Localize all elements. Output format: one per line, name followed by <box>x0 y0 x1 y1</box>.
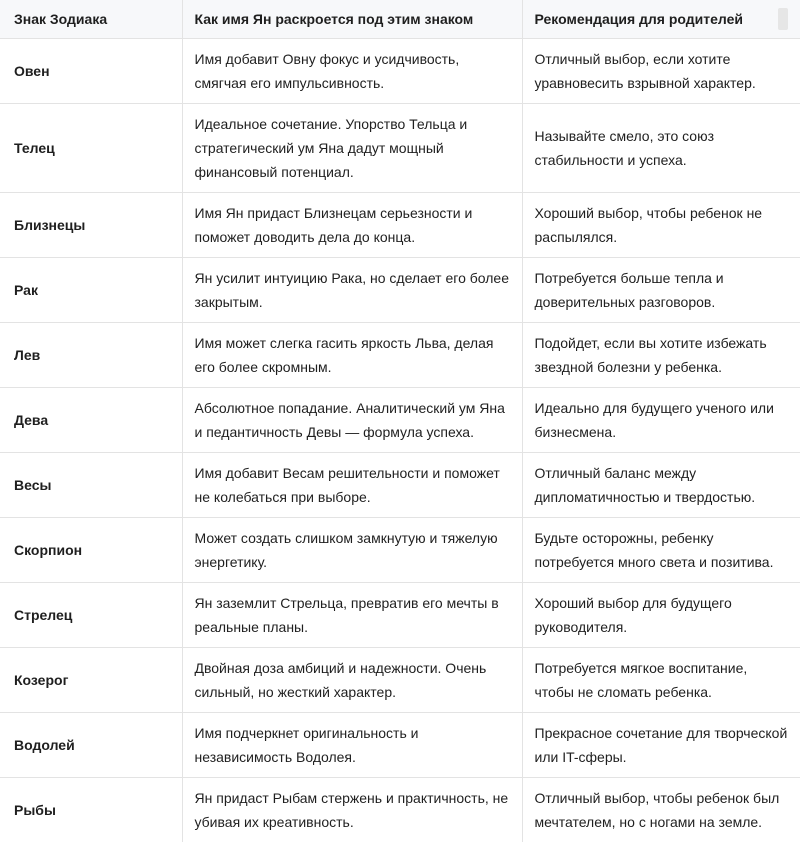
row-effect: Имя добавит Весам решительности и поможет не колебаться при выборе. <box>182 452 522 517</box>
row-effect: Имя может слегка гасить яркость Льва, делая его более скромным. <box>182 322 522 387</box>
row-advice: Идеально для будущего ученого или бизнесмена. <box>522 387 800 452</box>
table-row <box>0 322 800 387</box>
table-row <box>0 452 800 517</box>
row-advice: Подойдет, если вы хотите избежать звездной болезни у ребенка. <box>522 322 800 387</box>
row-advice: Прекрасное сочетание для творческой или IT-сферы. <box>522 712 800 777</box>
horizontal-scroll-handle[interactable] <box>778 8 788 30</box>
row-effect: Может создать слишком замкнутую и тяжелую энергетику. <box>182 517 522 582</box>
row-sign: Дева <box>0 387 182 452</box>
row-effect: Имя добавит Овну фокус и усидчивость, смягчая его импульсивность. <box>182 38 522 103</box>
row-effect: Имя подчеркнет оригинальность и независимость Водолея. <box>182 712 522 777</box>
row-advice: Потребуется больше тепла и доверительных разговоров. <box>522 257 800 322</box>
row-sign: Водолей <box>0 712 182 777</box>
table-row <box>0 38 800 103</box>
table-header-row <box>0 0 800 38</box>
table-row <box>0 777 800 842</box>
table-row <box>0 517 800 582</box>
table-row <box>0 582 800 647</box>
row-sign: Скорпион <box>0 517 182 582</box>
row-sign: Рыбы <box>0 777 182 842</box>
row-effect: Ян усилит интуицию Рака, но сделает его более закрытым. <box>182 257 522 322</box>
row-sign: Козерог <box>0 647 182 712</box>
row-effect: Абсолютное попадание. Аналитический ум Яна и педантичность Девы — формула успеха. <box>182 387 522 452</box>
row-sign: Близнецы <box>0 192 182 257</box>
header-name-effect: Как имя Ян раскроется под этим знаком <box>182 0 522 38</box>
table-row <box>0 647 800 712</box>
row-effect: Ян заземлит Стрельца, превратив его мечты в реальные планы. <box>182 582 522 647</box>
row-sign: Рак <box>0 257 182 322</box>
table-row <box>0 712 800 777</box>
header-parent-advice: Рекомендация для родителей <box>522 0 800 38</box>
row-sign: Весы <box>0 452 182 517</box>
row-advice: Отличный баланс между дипломатичностью и твердостью. <box>522 452 800 517</box>
row-sign: Телец <box>0 103 182 192</box>
row-advice: Будьте осторожны, ребенку потребуется много света и позитива. <box>522 517 800 582</box>
table-row <box>0 192 800 257</box>
table-row <box>0 103 800 192</box>
row-effect: Ян придаст Рыбам стержень и практичность, не убивая их креативность. <box>182 777 522 842</box>
row-effect: Имя Ян придаст Близнецам серьезности и поможет доводить дела до конца. <box>182 192 522 257</box>
row-advice: Отличный выбор, если хотите уравновесить взрывной характер. <box>522 38 800 103</box>
row-effect: Идеальное сочетание. Упорство Тельца и стратегический ум Яна дадут мощный финансовый потенциал. <box>182 103 522 192</box>
row-advice: Хороший выбор, чтобы ребенок не распылялся. <box>522 192 800 257</box>
header-zodiac-sign: Знак Зодиака <box>0 0 182 38</box>
row-advice: Называйте смело, это союз стабильности и успеха. <box>522 103 800 192</box>
row-sign: Стрелец <box>0 582 182 647</box>
table-row <box>0 257 800 322</box>
row-advice: Потребуется мягкое воспитание, чтобы не сломать ребенка. <box>522 647 800 712</box>
row-sign: Лев <box>0 322 182 387</box>
row-effect: Двойная доза амбиций и надежности. Очень сильный, но жесткий характер. <box>182 647 522 712</box>
table-row <box>0 387 800 452</box>
row-advice: Хороший выбор для будущего руководителя. <box>522 582 800 647</box>
row-sign: Овен <box>0 38 182 103</box>
row-advice: Отличный выбор, чтобы ребенок был мечтателем, но с ногами на земле. <box>522 777 800 842</box>
